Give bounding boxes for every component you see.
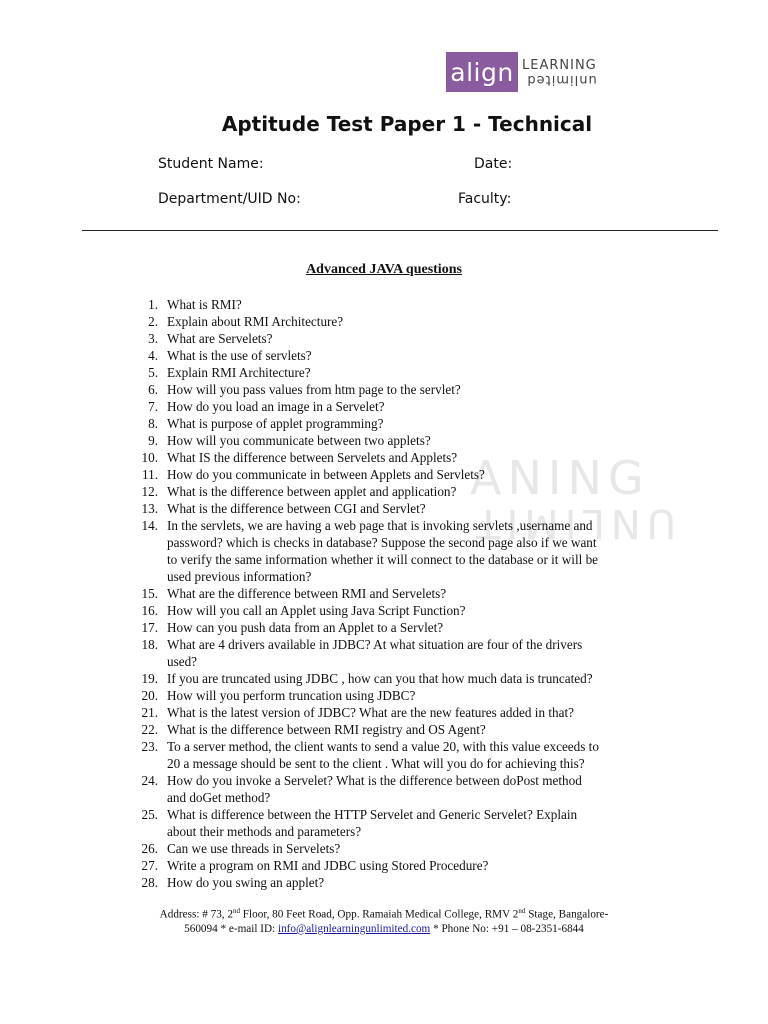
question-number: 9. — [148, 433, 158, 448]
footer-sup-1: nd — [233, 907, 240, 915]
watermark-line-1: ANING — [470, 451, 650, 505]
question-text: If you are truncated using JDBC , how can you that how much data is truncated? — [167, 671, 593, 686]
question-text: What are 4 drivers available in JDBC? At what situation are four of the drivers — [167, 637, 583, 652]
question-text: How will you pass values from htm page to the servlet? — [167, 382, 461, 397]
question-number — [124, 551, 158, 568]
footer-email-link[interactable]: info@alignlearningunlimited.com — [277, 922, 431, 935]
question-text: How do you load an image in a Servelet? — [167, 399, 385, 414]
question-item — [124, 840, 664, 857]
question-item — [124, 585, 664, 602]
question-text: To a server method, the client wants to send a value 20, with this value exceeds to — [167, 739, 599, 754]
question-number — [124, 653, 158, 670]
question-number — [124, 534, 158, 551]
question-text: used previous information? — [167, 569, 312, 584]
question-text: What is the difference between CGI and Servlet? — [167, 501, 426, 516]
question-text: to verify the same information whether it will connect to the database or it will be — [167, 552, 599, 567]
question-item — [124, 619, 664, 636]
question-number — [124, 823, 158, 840]
question-item — [124, 432, 664, 449]
question-continuation — [124, 568, 664, 585]
question-text: What is the difference between RMI registry and OS Agent? — [167, 722, 486, 737]
company-logo — [446, 52, 597, 92]
question-text: What are the difference between RMI and Servelets? — [167, 586, 447, 601]
student-name-label: Student Name: — [158, 156, 264, 172]
question-number: 24. — [141, 773, 158, 788]
question-number: 23. — [141, 739, 158, 754]
date-label: Date: — [474, 156, 513, 172]
question-text: How can you push data from an Applet to a Servlet? — [167, 620, 444, 635]
question-number: 16. — [141, 603, 158, 618]
question-number: 10. — [141, 450, 158, 465]
section-title: Advanced JAVA questions — [306, 262, 462, 277]
question-item — [124, 687, 664, 704]
question-number: 1. — [148, 297, 158, 312]
logo-learning-text: LEARNING — [522, 57, 597, 73]
footer-address-prefix: Address: # 73, 2 — [159, 908, 233, 921]
question-text: How will you communicate between two applets? — [167, 433, 431, 448]
question-item — [124, 721, 664, 738]
page-footer — [0, 904, 768, 936]
page-title: Aptitude Test Paper 1 - Technical — [221, 112, 593, 136]
question-number — [124, 568, 158, 585]
question-item — [124, 704, 664, 721]
question-text: What is the use of servlets? — [167, 348, 312, 363]
question-item — [124, 517, 664, 534]
question-text: How do you communicate in between Applets and Servlets? — [167, 467, 485, 482]
question-item — [124, 296, 664, 313]
question-text: password? which is checks in database? Suppose the second page also if we want — [167, 535, 597, 550]
question-number: 3. — [148, 331, 158, 346]
question-text: Can we use threads in Servelets? — [167, 841, 341, 856]
question-number: 21. — [141, 705, 158, 720]
question-text: What is the difference between applet and application? — [167, 484, 457, 499]
question-item — [124, 381, 664, 398]
question-text: In the servlets, we are having a web page that is invoking servlets ,username and — [167, 518, 593, 533]
question-number: 12. — [141, 484, 158, 499]
question-number: 11. — [142, 467, 158, 482]
question-item — [124, 313, 664, 330]
question-item — [124, 636, 664, 653]
question-number: 13. — [141, 501, 158, 516]
question-text: and doGet method? — [167, 790, 271, 805]
question-text: How will you call an Applet using Java Script Function? — [167, 603, 466, 618]
question-number: 20. — [141, 688, 158, 703]
question-item — [124, 483, 664, 500]
question-item — [124, 364, 664, 381]
question-item — [124, 347, 664, 364]
question-item — [124, 602, 664, 619]
header-divider — [82, 230, 718, 231]
question-item — [124, 874, 664, 891]
question-item — [124, 738, 664, 755]
question-item — [124, 670, 664, 687]
question-item — [124, 772, 664, 789]
question-number: 25. — [141, 807, 158, 822]
question-text: What is difference between the HTTP Servelet and Generic Servelet? Explain — [167, 807, 578, 822]
question-number: 15. — [141, 586, 158, 601]
question-number — [124, 755, 158, 772]
question-continuation — [124, 823, 664, 840]
footer-line2-suffix: * Phone No: +91 – 08-2351-6844 — [430, 922, 584, 935]
footer-contact-line — [0, 922, 768, 936]
footer-address-line — [0, 904, 768, 922]
question-continuation — [124, 789, 664, 806]
question-number: 14. — [141, 518, 158, 533]
question-list — [124, 296, 664, 891]
question-item — [124, 857, 664, 874]
question-text: Explain about RMI Architecture? — [167, 314, 344, 329]
question-text: 20 a message should be sent to the client . What will you do for achieving this? — [167, 756, 585, 771]
question-continuation — [124, 653, 664, 670]
footer-address-mid: Floor, 80 Feet Road, Opp. Ramaiah Medical College, RMV 2 — [240, 908, 519, 921]
question-number: 5. — [148, 365, 158, 380]
footer-address-suffix: Stage, Bangalore- — [525, 908, 609, 921]
question-number: 18. — [141, 637, 158, 652]
question-item — [124, 806, 664, 823]
question-number: 22. — [141, 722, 158, 737]
question-text: used? — [167, 654, 198, 669]
question-item — [124, 500, 664, 517]
question-number: 4. — [148, 348, 158, 363]
question-text: What is purpose of applet programming? — [167, 416, 384, 431]
question-text: What IS the difference between Servelets and Applets? — [167, 450, 458, 465]
question-number: 19. — [141, 671, 158, 686]
question-text: What is the latest version of JDBC? What are the new features added in that? — [167, 705, 574, 720]
question-text: How will you perform truncation using JDBC? — [167, 688, 416, 703]
question-number: 28. — [141, 875, 158, 890]
question-number: 26. — [141, 841, 158, 856]
logo-unlimited-text: unlimited — [526, 71, 597, 87]
faculty-label: Faculty: — [458, 191, 512, 207]
question-item — [124, 398, 664, 415]
question-number: 2. — [148, 314, 158, 329]
question-text: What are Servelets? — [167, 331, 273, 346]
question-continuation — [124, 551, 664, 568]
question-number: 7. — [148, 399, 158, 414]
question-text: Explain RMI Architecture? — [167, 365, 311, 380]
logo-wordmark — [522, 59, 597, 86]
question-text: How do you swing an applet? — [167, 875, 325, 890]
question-number: 17. — [141, 620, 158, 635]
footer-sup-2: nd — [518, 907, 526, 915]
question-item — [124, 449, 664, 466]
question-text: Write a program on RMI and JDBC using Stored Procedure? — [167, 858, 489, 873]
logo-align-box: align — [446, 52, 518, 92]
question-item — [124, 330, 664, 347]
department-uid-label: Department/UID No: — [158, 191, 301, 207]
question-text: What is RMI? — [167, 297, 242, 312]
question-text: about their methods and parameters? — [167, 824, 362, 839]
question-number: 27. — [141, 858, 158, 873]
question-item — [124, 415, 664, 432]
question-continuation — [124, 755, 664, 772]
footer-line2-prefix: 560094 * e-mail ID: — [184, 922, 278, 935]
question-item — [124, 466, 664, 483]
question-continuation — [124, 534, 664, 551]
question-number: 8. — [148, 416, 158, 431]
question-text: How do you invoke a Servelet? What is the difference between doPost method — [167, 773, 582, 788]
watermark-line-2: UNLIMIT — [470, 500, 677, 546]
question-number — [124, 789, 158, 806]
question-number: 6. — [148, 382, 158, 397]
